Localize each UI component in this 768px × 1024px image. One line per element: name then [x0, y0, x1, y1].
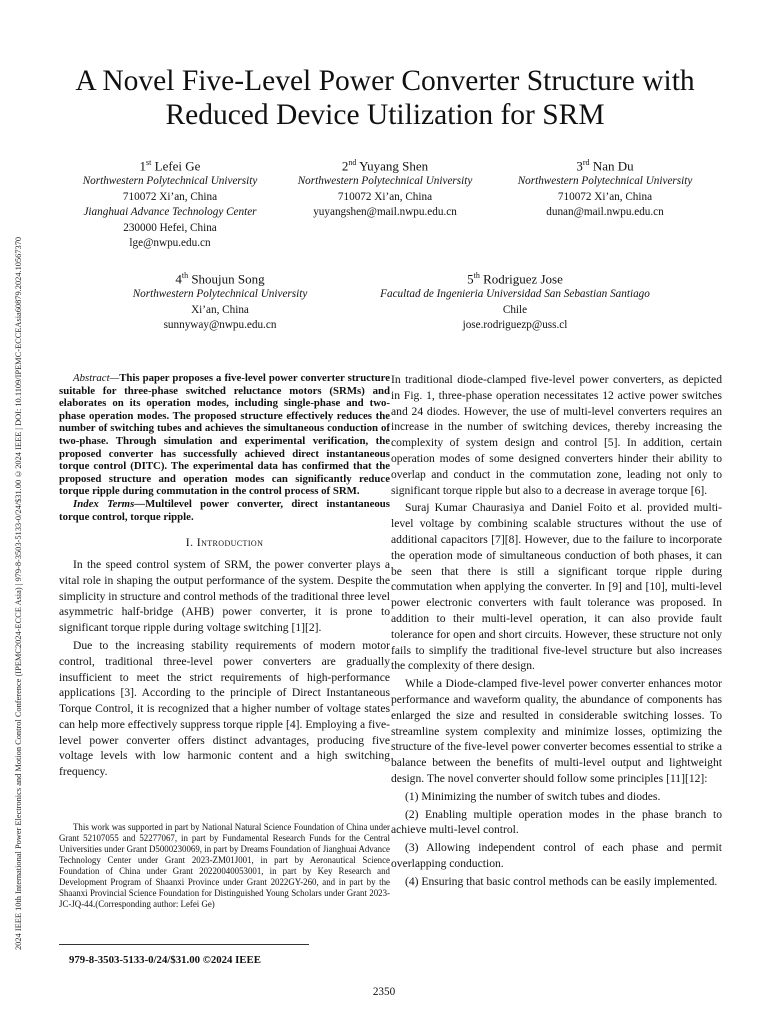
author-name: 4th Shoujun Song	[175, 271, 265, 287]
author-email: jose.rodriguezp@uss.cl	[462, 319, 568, 332]
author-email: lge@nwpu.edu.cn	[129, 237, 211, 250]
author-name: 5th Rodriguez Jose	[467, 271, 563, 287]
body-paragraph: Suraj Kumar Chaurasiya and Daniel Foito et al. provided multi-level voltage by combining scalable structures without the use of additional capacitors [7][8]. However, due to the failure to incorporate the operation mode of simultaneous conduction of both phases, it can be seen that there is still a significant torque ripple during commutation when applying the converter. In [9] and [10], multi-level power electronic converters with fault tolerance was proposed. In addition to their multi-level operation, it can also provide fault tolerance for open and short circuits. However, these structure not only fails to simplify the traditional five-level structure but also increases the complexity of there design.	[391, 501, 722, 673]
principle-item: (3) Allowing independent control of each phase and permit overlapping conduction.	[391, 841, 722, 870]
index-terms	[59, 498, 390, 523]
left-column	[59, 372, 390, 782]
body-paragraph: While a Diode-clamped five-level power converter enhances motor performance and waveform quality, the abundance of components has enlarged the size and resulted in considerable switching losses. To streamline system complexity and minimize losses, optimizing the structure of the five-level power converter becomes essential to strike a balance between the benefits of multi-level output and lightweight design. The novel converter should follow some principles [11][12]:	[391, 677, 722, 785]
author-city: 710072 Xi’an, China	[557, 190, 653, 203]
author-email: sunnyway@nwpu.edu.cn	[163, 319, 277, 332]
funding-footnote: This work was supported in part by National Natural Science Foundation of China under Grant 52107055 and 52277067, in part by Fundamental Research Funds for the Central Universities under Grant D5000230069, in part by Dreams Foundation of Jianghuai Advance Technology Center under Grant 2023-ZM01J001, in part by Aeronautical Science Foundation of China under Grant 20220040053001, in part by Key Research and Development Program of Shaanxi Province under Grant 2022GY-260, and in part by the Shaanxi Provincial Science Foundation for Distinguished Young Scholars under Grant 2023-JC-JQ-44.(Corresponding author: Lefei Ge)	[59, 822, 390, 909]
author-affiliation: Northwestern Polytechnical University	[297, 175, 473, 188]
abstract	[59, 372, 390, 498]
author-affiliation: Northwestern Polytechnical University	[132, 288, 308, 301]
principle-item: (4) Ensuring that basic control methods can be easily implemented.	[405, 874, 718, 888]
author-1	[55, 154, 285, 252]
author-city: 710072 Xi’an, China	[337, 190, 433, 203]
author-5	[345, 267, 685, 334]
index-terms-label: Index Terms—	[73, 497, 146, 510]
page-number: 2350	[372, 986, 396, 998]
author-city: Xi’an, China	[191, 303, 249, 316]
principle-item: (1) Minimizing the number of switch tubes and diodes.	[405, 789, 661, 803]
author-city: Chile	[502, 303, 528, 316]
section-heading-introduction: I. Introduction	[185, 535, 264, 550]
title-line-1: A Novel Five-Level Power Converter Structure with	[75, 65, 695, 97]
abstract-text: This paper proposes a five-level power converter structure suitable for three-phase switched reluctance motors (SRMs) and elaborates on its operation modes, including single-phase and two-phase operation modes. The proposed structure effectively reduces the number of switching tubes and achieves the simultaneous conduction of two-phase. Through simulation and experimental verification, the proposed converter has successfully achieved direct instantaneous torque control (DITC). The experimental data has confirmed that the proposed structure and operation modes can significantly reduce torque ripple during commutation in the control process of SRM.	[59, 372, 390, 498]
body-paragraph: In the speed control system of SRM, the power converter plays a vital role in shaping the output performance of the system. Despite the simplicity in structure and control methods of the traditional three level asymmetric half-bridge (AHB) power converter, it is prone to significant torque ripple during voltage switching [1][2].	[59, 557, 390, 635]
author-4	[100, 267, 340, 334]
author-city: 710072 Xi’an, China	[122, 190, 218, 203]
author-affiliation: Northwestern Polytechnical University	[517, 175, 693, 188]
author-affiliation: Northwestern Polytechnical University	[82, 175, 258, 188]
author-2	[270, 154, 500, 221]
author-city-2: 230000 Hefei, China	[123, 221, 217, 234]
author-name: 1st Lefei Ge	[139, 158, 201, 174]
abstract-label: Abstract—	[73, 372, 120, 384]
author-affiliation-2: Jianghuai Advance Technology Center	[83, 206, 257, 219]
paper-title	[40, 64, 730, 132]
author-affiliation: Facultad de Ingenieria Universidad San Sebastian Santiago	[380, 288, 650, 301]
copyright-notice: 979-8-3503-5133-0/24/$31.00 ©2024 IEEE	[59, 944, 309, 966]
body-paragraph: In traditional diode-clamped five-level power converters, as depicted in Fig. 1, three-phase operation necessitates 12 active power switches and 24 diodes. However, the use of multi-level converters requires an increase in the number of switching devices, thereby increasing the complexity of system design and control [5]. In addition, certain operation modes of some designed converters hinder their ability to overlap and conduct in the commutation zone, leading not only to significant torque ripple but also to a decrease in average torque [6].	[391, 373, 722, 497]
author-name: 3rd Nan Du	[576, 158, 634, 174]
author-3	[490, 154, 720, 221]
body-paragraph: Due to the increasing stability requirements of modern motor control, traditional three-level power converters are gradually insufficient to meet the strict requirements of high-performance applications [3]. According to the principle of Direct Instantaneous Torque Control, it is recognized that a higher number of voltage states can help more effectively suppress torque ripple [4]. Employing a five-level power converter offers distinct advantages, producing five voltage levels with low harmonic content and a high switching frequency.	[59, 638, 390, 779]
right-column	[391, 372, 722, 892]
principle-item: (2) Enabling multiple operation modes in the phase branch to achieve multi-level control.	[391, 807, 722, 837]
author-email: dunan@mail.nwpu.edu.cn	[546, 206, 664, 219]
author-name: 2nd Yuyang Shen	[341, 158, 429, 174]
title-line-2: Reduced Device Utilization for SRM	[165, 99, 605, 131]
author-email: yuyangshen@mail.nwpu.edu.cn	[313, 206, 457, 219]
index-terms-text: Multilevel power converter, direct instantaneous torque control, torque ripple.	[59, 497, 390, 523]
side-doi-banner: 2024 IEEE 10th International Power Electronics and Motion Control Conference (IPEMC2024-ECCE Asia) | 979-8-3503-5133-0/24/$31.00 ©2024 IEEE | DOI: 10.1109/IPEMC-ECCEAsia60879.2024.10567370	[14, 236, 23, 950]
